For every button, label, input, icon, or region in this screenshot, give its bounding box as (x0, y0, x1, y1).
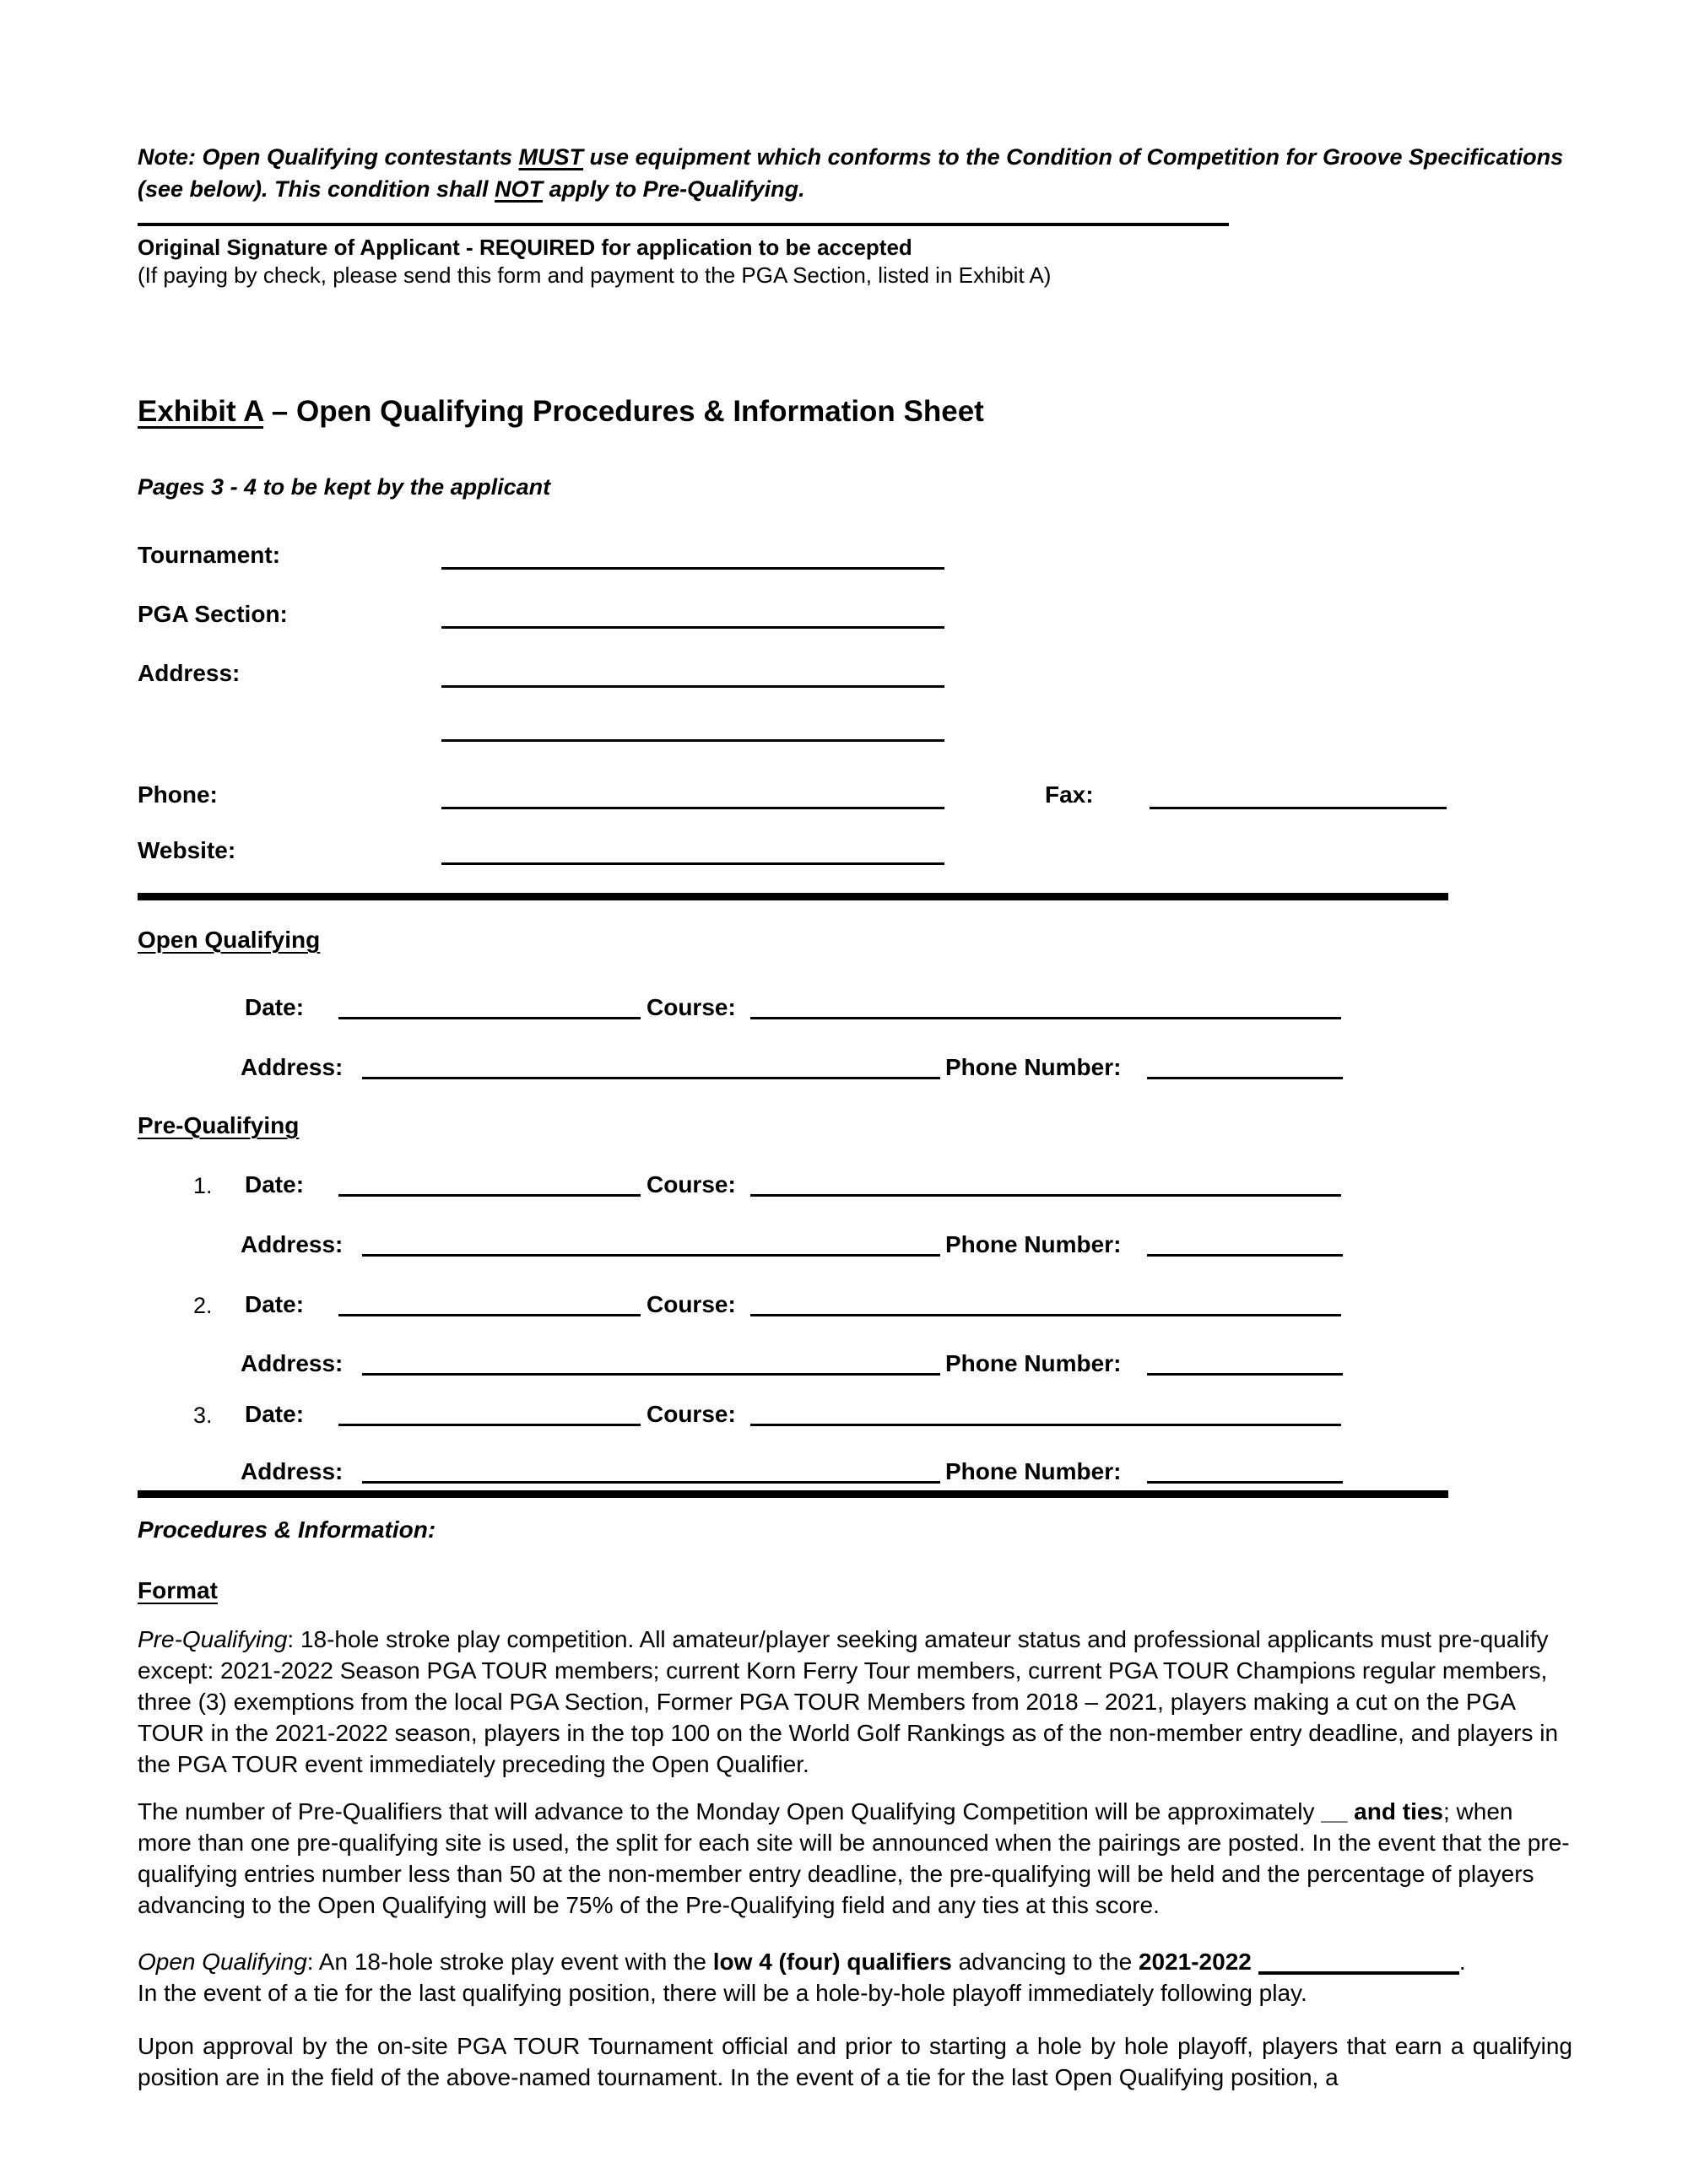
pq1-phone-number-line (1147, 1254, 1343, 1257)
format-paragraph (138, 1624, 1572, 1780)
tournament-field-line (441, 567, 944, 570)
event-name-blank-line (1258, 1971, 1459, 1975)
pq2-phone-number-label: Phone Number: (945, 1350, 1122, 1376)
groove-note-must: MUST (518, 144, 584, 170)
signature-mailing-note: (If paying by check, please send this form and payment to the PGA Section, listed in Exhibit A) (138, 262, 1052, 288)
advancing-count-blank: __ (1321, 1798, 1348, 1825)
advancing-paragraph-part2: ; when more than one pre-qualifying site is used, the split for each site will be announced when the pairings are posted. In the event that the pre-qualifying entries number less than 50 at the non-member entry deadline, the pre-qualifying will be held and the percentage of players advancing to the Open Qualifying will be 75% of the Pre-Qualifying field and any ties at this score. (138, 1798, 1570, 1918)
pq2-date-label: Date: (245, 1291, 305, 1317)
exhibit-a-title: Exhibit A (138, 395, 264, 428)
procedures-information-heading: Procedures & Information: (138, 1516, 436, 1543)
pq2-course-line (750, 1314, 1341, 1316)
signature-required-label: Original Signature of Applicant - REQUIRED for application to be accepted (138, 235, 912, 260)
low-four-qualifiers-bold: low 4 (four) qualifiers (712, 1949, 952, 1975)
format-heading: Format (138, 1577, 218, 1603)
section-divider-bottom (138, 1490, 1448, 1498)
pq3-address-label: Address: (241, 1458, 344, 1484)
open-qualifying-paragraph-lead: Open Qualifying (138, 1949, 307, 1975)
approval-paragraph: Upon approval by the on-site PGA TOUR Tournament official and prior to starting a hole by hole playoff, players that earn a qualifying position are in the field of the above-named tournament. In the event of a tie for the last Open Qualifying position, a (138, 2033, 1572, 2090)
pq2-item-number: 2. (193, 1293, 213, 1318)
pga-section-label: PGA Section: (138, 601, 288, 627)
pq3-date-label: Date: (245, 1401, 305, 1427)
pq3-course-line (750, 1424, 1341, 1426)
pq3-address-line (362, 1481, 940, 1484)
advancing-paragraph-part1: The number of Pre-Qualifiers that will advance to the Monday Open Qualifying Competition will be approximately (138, 1798, 1322, 1825)
groove-note-part3: apply to Pre-Qualifying. (543, 176, 805, 202)
section-divider-top (138, 893, 1448, 900)
oq-address-label: Address: (241, 1054, 344, 1080)
pq1-date-line (338, 1194, 641, 1197)
advancing-paragraph (138, 1796, 1572, 1921)
groove-note (138, 141, 1572, 205)
pq3-item-number: 3. (193, 1403, 213, 1428)
advancing-and-ties: and ties (1347, 1798, 1443, 1825)
pq3-phone-number-label: Phone Number: (945, 1458, 1122, 1484)
oq-date-line (338, 1017, 641, 1019)
pq1-address-line (362, 1254, 940, 1257)
open-qualifying-paragraph-part2: advancing to the (951, 1949, 1139, 1975)
pre-qualifying-heading: Pre-Qualifying (138, 1112, 300, 1138)
fax-field-line (1150, 807, 1447, 809)
season-bold: 2021-2022 (1138, 1949, 1252, 1975)
format-paragraph-lead: Pre-Qualifying (138, 1626, 288, 1652)
oq-phone-number-label: Phone Number: (945, 1054, 1122, 1080)
website-field-line (441, 862, 944, 865)
tournament-label: Tournament: (138, 542, 281, 568)
website-label: Website: (138, 837, 236, 863)
format-paragraph-body: : 18-hole stroke play competition. All amateur/player seeking amateur status and professional applicants must pre-qualify except: 2021-2022 Season PGA TOUR members; current Korn Ferry Tour members, current PGA TOUR Champions regular members, three (3) exemptions from the local PGA Section, Former PGA TOUR Members from 2018 – 2021, players making a cut on the PGA TOUR in the 2021-2022 season, players in the top 100 on the World Golf Rankings as of the non-member entry deadline, and players in the PGA TOUR event immediately preceding the Open Qualifier. (138, 1626, 1559, 1777)
pq2-address-label: Address: (241, 1350, 344, 1376)
pq3-course-label: Course: (647, 1401, 736, 1427)
groove-note-part1: Note: Open Qualifying contestants (138, 144, 519, 170)
pq3-phone-number-line (1147, 1481, 1343, 1484)
exhibit-a-subtitle: – Open Qualifying Procedures & Information Sheet (263, 395, 984, 428)
pq1-course-line (750, 1194, 1341, 1197)
phone-label: Phone: (138, 781, 218, 808)
oq-address-line (362, 1077, 940, 1079)
oq-date-label: Date: (245, 994, 305, 1020)
oq-phone-number-line (1147, 1077, 1343, 1079)
pq2-date-line (338, 1314, 641, 1316)
address-field-line-1 (441, 685, 944, 688)
pq2-course-label: Course: (647, 1291, 736, 1317)
groove-note-not: NOT (495, 176, 544, 202)
phone-field-line (441, 807, 944, 809)
pq1-item-number: 1. (193, 1173, 213, 1198)
pq2-phone-number-line (1147, 1373, 1343, 1376)
pq1-date-label: Date: (245, 1171, 305, 1197)
groove-note-part2: use equipment which conforms to the Condition of Competition for Groove Specifications (see below). This condition shall (138, 144, 1564, 202)
open-qualifying-paragraph-period: . (1458, 1949, 1466, 1975)
exhibit-a-heading (138, 395, 984, 429)
pq1-address-label: Address: (241, 1231, 344, 1257)
open-qualifying-paragraph (138, 1946, 1572, 2008)
address-field-line-2 (441, 739, 944, 742)
pq3-date-line (338, 1424, 641, 1426)
open-qualifying-paragraph-part1: : An 18-hole stroke play event with the (306, 1949, 713, 1975)
fax-label: Fax: (1045, 781, 1094, 808)
oq-course-line (750, 1017, 1341, 1019)
pga-section-field-line (441, 626, 944, 629)
pq1-course-label: Course: (647, 1171, 736, 1197)
pq2-address-line (362, 1373, 940, 1376)
oq-course-label: Course: (647, 994, 736, 1020)
pq1-phone-number-label: Phone Number: (945, 1231, 1122, 1257)
keep-pages-note: Pages 3 - 4 to be kept by the applicant (138, 474, 551, 500)
address-label: Address: (138, 660, 241, 686)
signature-line (138, 223, 1229, 226)
open-qualifying-heading: Open Qualifying (138, 927, 321, 953)
open-qualifying-paragraph-line2: In the event of a tie for the last qualifying position, there will be a hole-by-hole playoff immediately following play. (138, 1980, 1307, 2006)
